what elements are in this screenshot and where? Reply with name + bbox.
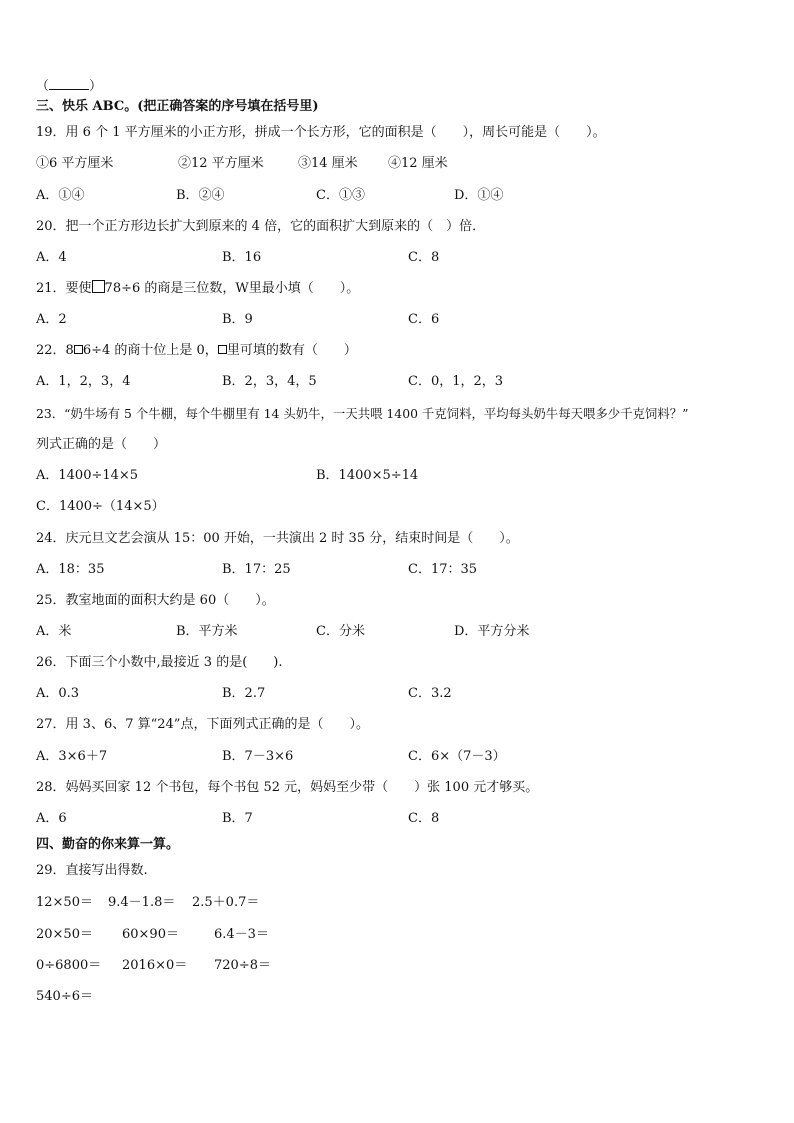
q25-option-b[interactable]: B．平方米: [176, 624, 238, 639]
q21-option-b[interactable]: B．9: [222, 312, 253, 327]
section-heading-3: 三、快乐 ABC。(把正确答案的序号填在括号里): [36, 99, 319, 114]
q19-option-b[interactable]: B．②④: [176, 188, 225, 203]
answer-blank-line: （ ）: [36, 79, 103, 94]
q27-option-c[interactable]: C．6×（7－3）: [408, 749, 506, 764]
q25-option-d[interactable]: D．平方分米: [454, 624, 530, 639]
q26-option-b[interactable]: B．2.7: [222, 686, 266, 701]
blank-box-icon: [92, 280, 105, 293]
q25-option-c[interactable]: C．分米: [316, 624, 365, 639]
question-19-stem: 19．用 6 个 1 平方厘米的小正方形，拼成一个长方形，它的面积是（ ），周长可能是（ ）。: [36, 125, 606, 140]
q24-option-b[interactable]: B．17：25: [222, 562, 291, 577]
calc-item[interactable]: 9.4－1.8＝: [108, 895, 176, 910]
question-24-stem: 24．庆元旦文艺会演从 15：00 开始，一共演出 2 时 35 分，结束时间是（ ）。: [36, 531, 519, 546]
question-28-stem: 28．妈妈买回家 12 个书包，每个书包 52 元，妈妈至少带（ ）张 100 元才够买。: [36, 780, 539, 795]
calc-item[interactable]: 20×50＝: [36, 927, 93, 942]
q26-option-a[interactable]: A．0.3: [36, 686, 80, 701]
q23-option-c[interactable]: C．1400÷（14×5）: [36, 499, 165, 514]
answer-blank[interactable]: [49, 77, 89, 90]
q20-option-c[interactable]: C．8: [408, 250, 440, 265]
question-25-stem: 25．教室地面的面积大约是 60（ ）。: [36, 593, 275, 608]
q19-item-4: ④12 厘米: [388, 156, 448, 171]
q27-option-b[interactable]: B．7－3×6: [222, 749, 294, 764]
calc-item[interactable]: 60×90＝: [122, 927, 179, 942]
q25-option-a[interactable]: A．米: [36, 624, 72, 639]
q19-option-a[interactable]: A．①④: [36, 188, 85, 203]
q21-option-c[interactable]: C．6: [408, 312, 440, 327]
question-27-stem: 27．用 3、6、7 算“24”点，下面列式正确的是（ ）。: [36, 717, 369, 732]
calc-item[interactable]: 720÷8＝: [214, 958, 271, 973]
q28-option-c[interactable]: C．8: [408, 811, 440, 826]
small-box-icon: [74, 345, 83, 354]
q28-option-a[interactable]: A．6: [36, 811, 67, 826]
calc-item[interactable]: 6.4－3＝: [214, 927, 269, 942]
question-26-stem: 26．下面三个小数中,最接近 3 的是( ).: [36, 655, 283, 670]
q28-option-b[interactable]: B．7: [222, 811, 253, 826]
q19-option-d[interactable]: D．①④: [454, 188, 504, 203]
small-box-icon: [218, 345, 227, 354]
question-21-stem: 21．要使 78÷6 的商是三位数，W里最小填（ ）。: [36, 281, 360, 296]
q27-option-a[interactable]: A．3×6＋7: [36, 749, 108, 764]
q19-item-2: ②12 平方厘米: [178, 156, 264, 171]
q20-option-a[interactable]: A．4: [36, 250, 67, 265]
calc-item[interactable]: 12×50＝: [36, 895, 93, 910]
q24-option-c[interactable]: C．17：35: [408, 562, 478, 577]
q21-option-a[interactable]: A．2: [36, 312, 67, 327]
q22-option-a[interactable]: A．1，2，3，4: [36, 374, 131, 389]
q19-item-3: ③14 厘米: [298, 156, 358, 171]
calc-item[interactable]: 2.5＋0.7＝: [192, 895, 260, 910]
q22-option-b[interactable]: B．2，3，4，5: [222, 374, 317, 389]
q23-option-b[interactable]: B．1400×5÷14: [316, 468, 419, 483]
question-23-stem: 23．“奶牛场有 5 个牛棚，每个牛棚里有 14 头奶牛，一天共喂 1400 千克饲料，平均每头奶牛每天喂多少千克饲料？”: [36, 406, 689, 421]
question-29-stem: 29．直接写出得数.: [36, 863, 148, 878]
q23-option-a[interactable]: A．1400÷14×5: [36, 468, 139, 483]
calc-item[interactable]: 2016×0＝: [122, 958, 188, 973]
q22-option-c[interactable]: C．0，1，2，3: [408, 374, 504, 389]
question-23-stem-2: 列式正确的是（ ）: [36, 437, 167, 452]
q20-option-b[interactable]: B．16: [222, 250, 262, 265]
section-heading-4: 四、勤奋的你来算一算。: [36, 837, 180, 852]
q19-item-1: ①6 平方厘米: [36, 156, 114, 171]
q19-option-c[interactable]: C．①③: [316, 188, 365, 203]
question-22-stem: 22．8 6÷4 的商十位上是 0， 里可填的数有（ ）: [36, 343, 357, 358]
question-20-stem: 20．把一个正方形边长扩大到原来的 4 倍，它的面积扩大到原来的（ ）倍．: [36, 219, 486, 234]
calc-item[interactable]: 0÷6800＝: [36, 958, 102, 973]
q26-option-c[interactable]: C．3.2: [408, 686, 452, 701]
q24-option-a[interactable]: A．18：35: [36, 562, 105, 577]
calc-item[interactable]: 540÷6＝: [36, 989, 93, 1004]
